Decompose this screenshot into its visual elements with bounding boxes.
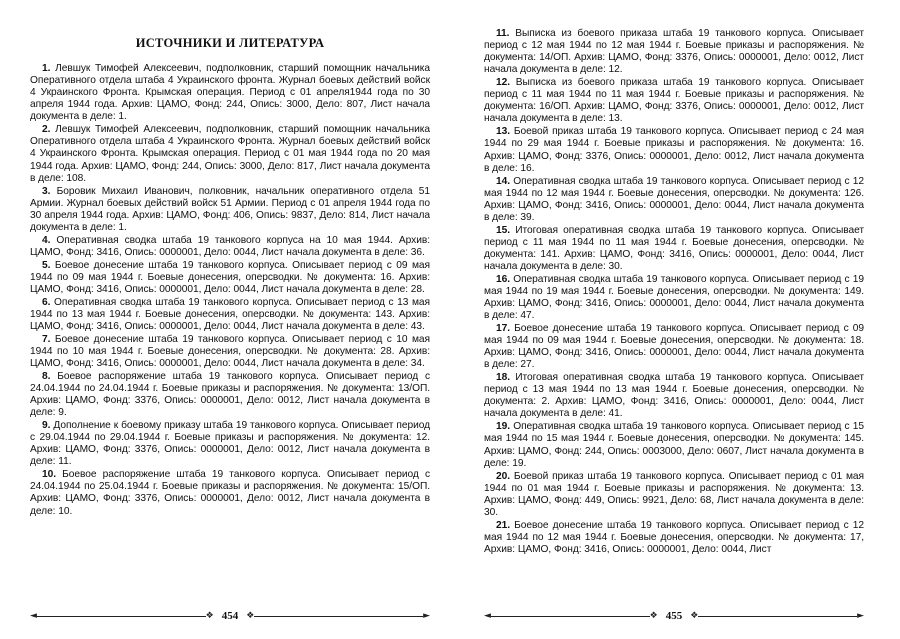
entry-number: 20. [496, 470, 511, 482]
reference-entry [484, 77, 864, 125]
entry-number: 10. [42, 469, 57, 481]
page-footer [484, 609, 864, 623]
entry-number: 13. [496, 126, 511, 138]
entry-number: 19. [496, 421, 511, 433]
ornament-icon: ► [423, 611, 430, 621]
footer-rule [37, 616, 206, 617]
entry-number: 9. [42, 420, 51, 432]
reference-entry [484, 471, 864, 519]
entry-text: Левшук Тимофей Алексеевич, подполковник, старший помощник начальника Оперативного отдела штаба 4 Украинского фронта. Журнал боевых действий войск 4 Украинского Фронта. Крымская операция. Период с 01 апреля1944 года по 30 апреля 1944 года. Архив: ЦАМО, Фонд: 244, Опись: 3000, Дело: 807, Лист начала документа в деле: 1. [30, 63, 430, 123]
right-entries [484, 28, 864, 556]
right-page [450, 0, 900, 639]
entry-text: Боевое донесение штаба 19 танкового корпуса. Описывает период с 10 мая 1944 по 10 мая 1944 г. Боевые донесения, оперсводки. № документа: 28. Архив: ЦАМО, Фонд: 3416, Опись: 0000001, Дело: 0044, Лист начала документа в деле: 34. [30, 333, 430, 370]
left-entries [30, 63, 430, 518]
entry-number: 12. [496, 77, 511, 89]
entry-number: 6. [42, 296, 51, 308]
entry-text: Выписка из боевого приказа штаба 19 танкового корпуса. Описывает период с 12 мая 1944 по 12 мая 1944 г. Боевые приказы и распоряжения. № документа: 14/ОП. Архив: ЦАМО, Фонд: 3376, Опись: 0000001, Дело: 0012, Лист начала документа в деле: 12. [484, 28, 865, 76]
reference-entry [30, 371, 430, 419]
reference-entry [484, 28, 864, 76]
ornament-icon: ◄ [30, 611, 37, 621]
reference-entry [30, 124, 430, 184]
ornament-icon: ❖ [690, 611, 699, 621]
ornament-icon: ► [857, 611, 864, 621]
footer-rule [491, 616, 650, 617]
entry-number: 11. [496, 28, 510, 39]
entry-text: Боевое донесение штаба 19 танкового корпуса. Описывает период с 09 мая 1944 по 09 мая 1944 г. Боевые донесения, оперсводки. № документа: 18. Архив: ЦАМО, Фонд: 3416, Опись: 0000001, Дело: 0044, Лист начала документа в деле: 27. [484, 323, 865, 371]
entry-number: 4. [42, 234, 51, 246]
reference-entry [30, 186, 430, 234]
entry-number: 8. [42, 370, 51, 382]
ornament-icon: ❖ [246, 611, 255, 621]
ornament-icon: ❖ [205, 611, 214, 621]
reference-entry [30, 260, 430, 296]
reference-entry [30, 235, 430, 259]
footer-rule [698, 616, 857, 617]
entry-number: 14. [496, 175, 511, 187]
entry-number: 5. [42, 259, 51, 271]
reference-entry [484, 126, 864, 174]
reference-entry [30, 63, 430, 123]
entry-number: 1. [42, 63, 51, 74]
reference-entry [30, 469, 430, 517]
entry-text: Оперативная сводка штаба 19 танкового корпуса. Описывает период с 12 мая 1944 по 12 мая 1944 г. Боевые донесения, оперсводки. № документа: 126. Архив: ЦАМО, Фонд: 3416, Опись: 0000001, Дело: 0044, Лист начала документа в деле: 39. [484, 175, 864, 223]
page-title: ИСТОЧНИКИ И ЛИТЕРАТУРА [135, 36, 325, 50]
ornament-icon: ◄ [484, 611, 491, 621]
footer-rule [254, 616, 423, 617]
entry-text: Оперативная сводка штаба 19 танкового корпуса. Описывает период с 13 мая 1944 по 13 мая 1944 г. Боевые донесения, оперсводки. № документа: 143. Архив: ЦАМО, Фонд: 3416, Опись: 0000001, Дело: 0044, Лист начала документа в деле: 43. [30, 296, 431, 332]
entry-text: Боевое распоряжение штаба 19 танкового корпуса. Описывает период с 24.04.1944 по 24.04.1944 г. Боевые приказы и распоряжения. № документа: 13/ОП. Архив: ЦАМО, Фонд: 3376, Опись: 0000001, Дело: 0012, Лист начала документа в деле: 9. [30, 370, 430, 419]
entry-number: 16. [496, 273, 511, 285]
entry-text: Боевое распоряжение штаба 19 танкового корпуса. Описывает период с 24.04.1944 по 25.04.1944 г. Боевые приказы и распоряжения. № документа: 15/ОП. Архив: ЦАМО, Фонд: 3376, Опись: 0000001, Дело: 0012, Лист начала документа в деле: 10. [30, 469, 430, 517]
reference-entry [484, 520, 864, 556]
entry-text: Оперативная сводка штаба 19 танкового корпуса на 10 мая 1944. Архив: ЦАМО, Фонд: 3416, Опись: 0000001, Дело: 0044, Лист начала документа в деле: 36. [30, 234, 430, 258]
entry-text: Итоговая оперативная сводка штаба 19 танкового корпуса. Описывает период с 13 мая 1944 по 13 мая 1944 г. Боевые донесения, оперсводки. № документа: 2. Архив: ЦАМО, Фонд: 3416, Опись: 0000001, Дело: 0044, Лист начала документа в деле: 41. [484, 372, 864, 420]
reference-entry [484, 274, 864, 322]
page-number: 455 [665, 610, 683, 622]
entry-text: Итоговая оперативная сводка штаба 19 танкового корпуса. Описывает период с 11 мая 1944 по 11 мая 1944 г. Боевые донесения, оперсводки. № документа: 141. Архив: ЦАМО, Фонд: 3416, Опись: 0000001, Дело: 0044, Лист начала документа в деле: 30. [484, 224, 864, 272]
entry-number: 7. [42, 333, 51, 345]
entry-text: Левшук Тимофей Алексеевич, подполковник, старший помощник начальника Оперативного отдела штаба 4 Украинского Фронта. Журнал боевых действий войск 4 Украинского Фронта. Крымская операция. Период с 01 мая 1944 года по 20 мая 1944 года. Архив: ЦАМО, Фонд: 244, Опись: 3000, Дело: 817, Лист начала документа в деле: 108. [30, 124, 430, 184]
entry-text: Боевой приказ штаба 19 танкового корпуса. Описывает период с 24 мая 1944 по 29 мая 1944 г. Боевые приказы и распоряжения. № документа: 16. Архив: ЦАМО, Фонд: 3376, Опись: 0000001, Дело: 0012, Лист начала документа в деле: 16. [484, 126, 865, 174]
reference-entry [484, 323, 864, 371]
page-footer [30, 609, 430, 623]
entry-text: Боевой приказ штаба 19 танкового корпуса. Описывает период с 01 мая 1944 по 01 мая 1944 г. Боевые приказы и распоряжения. № документа: 13. Архив: ЦАМО, Фонд: 449, Опись: 9921, Дело: 68, Лист начала документа в деле: 30. [484, 470, 865, 518]
entry-number: 18. [496, 372, 511, 384]
page-number: 454 [221, 610, 239, 622]
entry-number: 2. [42, 124, 51, 136]
entry-number: 15. [496, 224, 511, 236]
reference-entry [484, 225, 864, 273]
entry-number: 21. [496, 519, 511, 531]
entry-text: Выписка из боевого приказа штаба 19 танкового корпуса. Описывает период с 11 мая 1944 по 11 мая 1944 г. Боевые приказы и распоряжения. № документа: 16/ОП. Архив: ЦАМО, Фонд: 3376, Опись: 0000001, Дело: 0012, Лист начала документа в деле: 13. [484, 77, 865, 125]
reference-entry [484, 372, 864, 420]
entry-text: Боевое донесение штаба 19 танкового корпуса. Описывает период с 09 мая 1944 по 09 мая 1944 г. Боевые донесения, оперсводки. № документа: 16. Архив: ЦАМО, Фонд: 3416, Опись: 0000001, Дело: 0044, Лист начала документа в деле: 28. [30, 259, 430, 295]
reference-entry [30, 334, 430, 370]
reference-entry [484, 176, 864, 224]
reference-entry [484, 421, 864, 469]
entry-number: 3. [42, 185, 51, 197]
ornament-icon: ❖ [649, 611, 658, 621]
entry-text: Боровик Михаил Иванович, полковник, начальник оперативного отдела 51 Армии. Журнал боевых действий войск 51 Армии. Период с 01 апреля 1944 года по 30 апреля 1944 года. Архив: ЦАМО, Фонд: 406, Опись: 9837, Дело: 814, Лист начала документа в деле: 1. [30, 185, 430, 233]
entry-text: Оперативная сводка штаба 19 танкового корпуса. Описывает период с 15 мая 1944 по 15 мая 1944 г. Боевые донесения, оперсводки. № документа: 145. Архив: ЦАМО, Фонд: 244, Опись: 0003000, Дело: 0607, Лист начала документа в деле: 19. [484, 421, 864, 469]
entry-number: 17. [496, 323, 511, 335]
entry-text: Дополнение к боевому приказу штаба 19 танкового корпуса. Описывает период с 29.04.1944 по 29.04.1944 г. Боевые приказы и распоряжения. № документа: 12. Архив: ЦАМО, Фонд: 3376, Опись: 0000001, Дело: 0012, Лист начала документа в деле: 11. [30, 420, 431, 468]
reference-entry [30, 420, 430, 468]
entry-text: Оперативная сводка штаба 19 танкового корпуса. Описывает период с 19 мая 1944 по 19 мая 1944 г. Боевые донесения, оперсводки. № документа: 149. Архив: ЦАМО, Фонд: 3416, Опись: 0000001, Дело: 0044, Лист начала документа в деле: 47. [484, 273, 864, 322]
reference-entry [30, 297, 430, 333]
entry-text: Боевое донесение штаба 19 танкового корпуса. Описывает период с 12 мая 1944 по 12 мая 1944 г. Боевые донесения, оперсводки. № документа: 17, Архив: ЦАМО, Фонд: 3416, Опись: 0000001, Дело: 0044, Лист [484, 519, 865, 555]
